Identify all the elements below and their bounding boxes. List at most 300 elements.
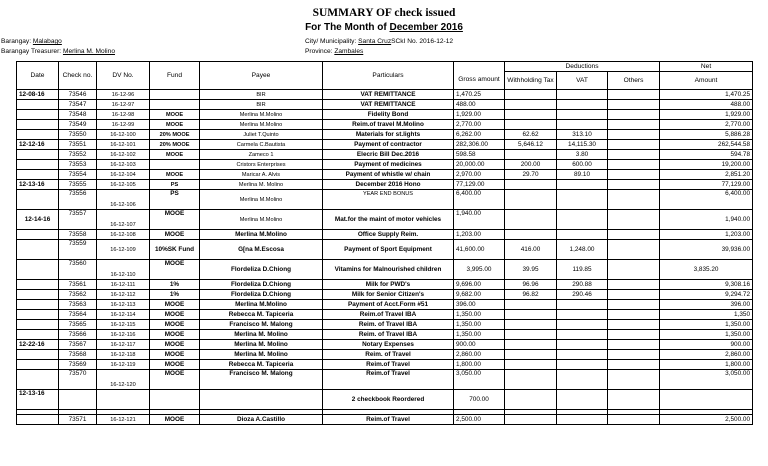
cell-vat [557, 90, 608, 100]
cell-net: 1,800.00 [660, 360, 753, 370]
cell-net [660, 390, 753, 410]
table-row [17, 260, 753, 280]
cell-payee: Merlina M.Molino [200, 230, 323, 240]
month-value: December 2016 [389, 22, 463, 33]
report-title: SUMMARY OF check issued [312, 7, 456, 19]
cell-dv: 16-12-97 [97, 100, 150, 110]
cell-fund: 1% [150, 280, 200, 290]
cell-fund: MOOE [150, 170, 200, 180]
cell-date [17, 190, 59, 210]
cell-fund: 1% [150, 290, 200, 300]
cell-gross: 9,682.00 [454, 290, 505, 300]
table-body-d [17, 370, 753, 425]
cell-gross: 6,400.00 [454, 190, 505, 210]
barangay-label: Barangay: [1, 38, 33, 45]
cell-wt [505, 100, 557, 110]
cell-fund: MOOE [150, 370, 200, 390]
cell-wt [505, 320, 557, 330]
cell-others [608, 360, 660, 370]
cell-particulars: VAT REMITTANCE [323, 100, 454, 110]
cell-particulars: Reim. of Travel IBA [323, 320, 454, 330]
cell-gross: 2,770.00 [454, 120, 505, 130]
cell-date [17, 130, 59, 140]
cell-check: 73562 [59, 290, 97, 300]
cell-payee: Merlina M. Molino [200, 180, 323, 190]
cell-check: 73571 [59, 415, 97, 425]
col-dv-no: DV No. [97, 62, 150, 90]
cell-date [17, 100, 59, 110]
cell-net: 6,400.00 [660, 190, 753, 210]
cell-gross: 488.00 [454, 100, 505, 110]
cell-fund [150, 90, 200, 100]
cell-others [608, 90, 660, 100]
cell-wt [505, 310, 557, 320]
cell-gross: 9,696.00 [454, 280, 505, 290]
cell-net: 9,308.16 [660, 280, 753, 290]
cell-vat: 1,248.00 [557, 240, 608, 260]
table-row [17, 390, 753, 410]
cell-gross: 396.00 [454, 300, 505, 310]
cell-date: 12-13-16 [17, 390, 59, 410]
cell-net: 1,350.00 [660, 330, 753, 340]
cell-dv: 16-12-113 [97, 300, 150, 310]
cell-particulars: Fidelity Bond [323, 110, 454, 120]
cell-date [17, 110, 59, 120]
cell-particulars: Milk for PWD's [323, 280, 454, 290]
cell-check: 73546 [59, 90, 97, 100]
cell-date [17, 320, 59, 330]
cell-particulars: 2 checkbook Reordered [323, 390, 454, 410]
cell-gross: 77,129.00 [454, 180, 505, 190]
cell-wt [505, 390, 557, 410]
cell-gross: 1,350.00 [454, 310, 505, 320]
cell-vat: 3.80 [557, 150, 608, 160]
cell-fund [150, 160, 200, 170]
cell-date [17, 150, 59, 160]
cell-payee: Rebecca M. Tapiceria [200, 360, 323, 370]
cell-vat [557, 350, 608, 360]
check-summary-table [16, 61, 753, 425]
cell-gross: 598.58 [454, 150, 505, 160]
cell-payee: G[na M.Escosa [200, 240, 323, 260]
col-gross: Gross amount [454, 72, 505, 90]
col-vat: VAT [557, 72, 608, 90]
cell-particulars: YEAR END BONUS [323, 190, 454, 210]
cell-wt: 29.70 [505, 170, 557, 180]
cell-check: 73568 [59, 350, 97, 360]
cell-gross: 1,940.00 [454, 210, 505, 230]
cell-payee: Rebecca M. Tapiceria [200, 310, 323, 320]
col-check-no: Check no. [59, 62, 97, 90]
col-gross-top [454, 62, 505, 72]
cell-payee: Francisco M. Malong [200, 370, 323, 390]
treasurer-value: Merlina M. Molino [62, 48, 115, 55]
cell-net: 77,129.00 [660, 180, 753, 190]
cell-wt [505, 190, 557, 210]
cell-gross: 6,262.00 [454, 130, 505, 140]
table-row [17, 300, 753, 310]
cell-vat: 600.00 [557, 160, 608, 170]
cell-particulars: Materials for st.lights [323, 130, 454, 140]
table-row [17, 330, 753, 340]
cell-net: 2,500.00 [660, 415, 753, 425]
cell-gross: 1,350.00 [454, 330, 505, 340]
col-deductions: Deductions [505, 62, 660, 72]
cell-date [17, 415, 59, 425]
cell-wt [505, 330, 557, 340]
cell-particulars: Reim.of Travel [323, 415, 454, 425]
cell-fund: MOOE [150, 300, 200, 310]
col-date: Date [17, 62, 59, 90]
cell-payee: BIR [200, 100, 323, 110]
cell-others [608, 210, 660, 230]
cell-net: 1,203.00 [660, 230, 753, 240]
cell-others [608, 100, 660, 110]
cell-particulars: Payment of Acct.Form #51 [323, 300, 454, 310]
cell-gross: 2,500.00 [454, 415, 505, 425]
table-row [17, 350, 753, 360]
cell-dv: 16-12-105 [97, 180, 150, 190]
col-withholding: Withholding Tax [505, 72, 557, 90]
cell-dv: 16-12-117 [97, 340, 150, 350]
cell-dv: 16-12-101 [97, 140, 150, 150]
cell-date [17, 260, 59, 280]
cell-vat [557, 330, 608, 340]
cell-date: 12-13-16 [17, 180, 59, 190]
scki-number: SCkI No. 2016-12-12 [391, 38, 454, 45]
cell-gross: 1,929.00 [454, 110, 505, 120]
cell-particulars: Payment of Sport Equipment [323, 240, 454, 260]
cell-date [17, 300, 59, 310]
cell-others [608, 170, 660, 180]
col-payee: Payee [200, 62, 323, 90]
table-body-c [17, 280, 753, 370]
cell-fund [150, 100, 200, 110]
cell-check: 73556 [59, 190, 97, 210]
cell-payee: Maricar A. Alvis [200, 170, 323, 180]
cell-vat [557, 210, 608, 230]
cell-dv: 16-12-119 [97, 360, 150, 370]
cell-date [17, 240, 59, 260]
cell-net: 3,050.00 [660, 370, 753, 390]
cell-dv: 16-12-108 [97, 230, 150, 240]
cell-others [608, 120, 660, 130]
cell-check: 73554 [59, 170, 97, 180]
cell-check: 73548 [59, 110, 97, 120]
table-row [17, 130, 753, 140]
cell-payee: Juliet T.Quinto [200, 130, 323, 140]
cell-others [608, 130, 660, 140]
cell-fund: PS [150, 190, 200, 210]
cell-date: 12-14-16 [17, 210, 59, 230]
cell-date [17, 170, 59, 180]
cell-others [608, 320, 660, 330]
cell-payee: Merlina M.Molino [200, 210, 323, 230]
table-row [17, 360, 753, 370]
cell-wt [505, 120, 557, 130]
table-row [17, 415, 753, 425]
cell-check: 73551 [59, 140, 97, 150]
cell-net: 1,350 [660, 310, 753, 320]
cell-vat [557, 360, 608, 370]
cell-net: 262,544.58 [660, 140, 753, 150]
cell-check: 73547 [59, 100, 97, 110]
cell-payee: Flordeliza D.Chiong [200, 280, 323, 290]
cell-particulars: Payment of medicines [323, 160, 454, 170]
cell-dv: 16-12-109 [97, 240, 150, 260]
cell-check: 73549 [59, 120, 97, 130]
cell-payee: Zameco 1 [200, 150, 323, 160]
cell-wt [505, 210, 557, 230]
cell-fund: MOOE [150, 210, 200, 230]
cell-gross: 1,800.00 [454, 360, 505, 370]
cell-vat [557, 190, 608, 210]
cell-payee [200, 390, 323, 410]
cell-vat [557, 110, 608, 120]
cell-wt [505, 300, 557, 310]
cell-date: 12-12-16 [17, 140, 59, 150]
cell-check: 73563 [59, 300, 97, 310]
cell-gross: 3,050.00 [454, 370, 505, 390]
cell-particulars: Vitamins for Malnourished children [323, 260, 454, 280]
cell-payee: BIR [200, 90, 323, 100]
cell-date [17, 280, 59, 290]
cell-particulars: Payment of whistle w/ chain [323, 170, 454, 180]
cell-net: 488.00 [660, 100, 753, 110]
cell-check [59, 390, 97, 410]
cell-payee: Merlina M.Molino [200, 120, 323, 130]
cell-check: 73550 [59, 130, 97, 140]
cell-net: 2,851.20 [660, 170, 753, 180]
cell-check: 73565 [59, 320, 97, 330]
cell-dv: 16-12-104 [97, 170, 150, 180]
cell-others [608, 160, 660, 170]
cell-fund [150, 390, 200, 410]
table-row [17, 230, 753, 240]
cell-vat [557, 100, 608, 110]
cell-others [608, 310, 660, 320]
cell-wt: 62.62 [505, 130, 557, 140]
cell-fund: PS [150, 180, 200, 190]
cell-check: 73569 [59, 360, 97, 370]
cell-check: 73552 [59, 150, 97, 160]
cell-wt [505, 340, 557, 350]
cell-fund: MOOE [150, 360, 200, 370]
cell-dv: 16-12-110 [97, 260, 150, 280]
cell-net: 2,770.00 [660, 120, 753, 130]
cell-vat: 119.85 [557, 260, 608, 280]
cell-payee: Merlina M.Molino [200, 300, 323, 310]
cell-wt [505, 370, 557, 390]
cell-check: 73567 [59, 340, 97, 350]
cell-date [17, 330, 59, 340]
cell-others [608, 350, 660, 360]
province-label: Province: [305, 48, 335, 55]
cell-check: 73555 [59, 180, 97, 190]
table-body-b [17, 190, 753, 280]
table-row [17, 110, 753, 120]
cell-vat: 290.46 [557, 290, 608, 300]
cell-fund: MOOE [150, 340, 200, 350]
cell-wt [505, 180, 557, 190]
cell-particulars: Notary Expenses [323, 340, 454, 350]
table-body-a [17, 90, 753, 190]
cell-check: 73570 [59, 370, 97, 390]
cell-wt [505, 90, 557, 100]
table-row [17, 160, 753, 170]
cell-net: 396.00 [660, 300, 753, 310]
table-row [17, 140, 753, 150]
cell-others [608, 230, 660, 240]
cell-net: 1,470.25 [660, 90, 753, 100]
cell-net: 5,886.28 [660, 130, 753, 140]
cell-others [608, 300, 660, 310]
cell-particulars: Office Supply Reim. [323, 230, 454, 240]
cell-check: 73553 [59, 160, 97, 170]
cell-date [17, 290, 59, 300]
cell-gross: 1,470.25 [454, 90, 505, 100]
col-amount: Amount [660, 72, 753, 90]
cell-gross: 900.00 [454, 340, 505, 350]
cell-vat [557, 120, 608, 130]
cell-net: 9,294.72 [660, 290, 753, 300]
cell-others [608, 110, 660, 120]
cell-particulars: December 2016 Hono [323, 180, 454, 190]
cell-fund: MOOE [150, 260, 200, 280]
province-value: Zambales [334, 48, 364, 55]
cell-vat [557, 390, 608, 410]
municipality-value: Santa Cruz [358, 38, 392, 45]
cell-vat [557, 320, 608, 330]
table-row [17, 150, 753, 160]
cell-vat [557, 415, 608, 425]
cell-particulars: Reim.of Travel [323, 370, 454, 390]
cell-wt [505, 230, 557, 240]
cell-dv: 16-12-121 [97, 415, 150, 425]
cell-payee: Cristors Enterprises [200, 160, 323, 170]
cell-vat [557, 230, 608, 240]
cell-gross: 1,350.00 [454, 320, 505, 330]
table-row [17, 180, 753, 190]
cell-particulars: Reim. of Travel [323, 350, 454, 360]
cell-check: 73566 [59, 330, 97, 340]
cell-particulars: Reim. of Travel IBA [323, 330, 454, 340]
municipality-label: City/ Municipality: [305, 38, 359, 45]
table-row [17, 190, 753, 210]
cell-payee: Merlina M. Molino [200, 350, 323, 360]
cell-gross: 20,000.00 [454, 160, 505, 170]
cell-date [17, 370, 59, 390]
cell-gross: 2,970.00 [454, 170, 505, 180]
cell-fund: MOOE [150, 110, 200, 120]
cell-dv: 16-12-116 [97, 330, 150, 340]
cell-gross: 1,203.00 [454, 230, 505, 240]
cell-particulars: Reim.of travel M.Molino [323, 120, 454, 130]
cell-gross: 41,600.00 [454, 240, 505, 260]
cell-others [608, 180, 660, 190]
cell-check: 73558 [59, 230, 97, 240]
province-line [305, 48, 363, 55]
cell-fund: 20% MOOE [150, 130, 200, 140]
table-row [17, 120, 753, 130]
cell-others [608, 330, 660, 340]
treasurer-label: Barangay Treasurer: [1, 48, 63, 55]
cell-others [608, 240, 660, 260]
cell-dv: 16-12-102 [97, 150, 150, 160]
cell-payee: Carmela C.Bautista [200, 140, 323, 150]
cell-wt: 96.96 [505, 280, 557, 290]
cell-vat [557, 310, 608, 320]
cell-wt [505, 110, 557, 120]
report-month [0, 22, 768, 33]
cell-dv [97, 390, 150, 410]
cell-gross: 3,995.00 [454, 260, 505, 280]
cell-payee: Flordeliza D.Chiong [200, 290, 323, 300]
cell-payee: Merlina M. Molino [200, 340, 323, 350]
barangay-value: Malabago [32, 38, 62, 45]
cell-payee: Merlina M.Molino [200, 190, 323, 210]
cell-dv: 16-12-114 [97, 310, 150, 320]
cell-fund: MOOE [150, 320, 200, 330]
cell-dv: 16-12-115 [97, 320, 150, 330]
cell-dv: 16-12-106 [97, 190, 150, 210]
cell-vat: 89.10 [557, 170, 608, 180]
cell-dv: 16-12-112 [97, 290, 150, 300]
cell-gross: 700.00 [454, 390, 505, 410]
cell-others [608, 370, 660, 390]
cell-gross: 2,860.00 [454, 350, 505, 360]
cell-dv: 16-12-96 [97, 90, 150, 100]
col-fund: Fund [150, 62, 200, 90]
cell-net: 1,350.00 [660, 320, 753, 330]
table-row [17, 170, 753, 180]
col-net: Net [660, 62, 753, 72]
cell-net: 19,200.00 [660, 160, 753, 170]
cell-particulars: Reim.of Travel IBA [323, 310, 454, 320]
treasurer-line [1, 48, 115, 55]
cell-others [608, 190, 660, 210]
cell-fund: MOOE [150, 150, 200, 160]
cell-vat: 290.88 [557, 280, 608, 290]
table-row [17, 240, 753, 260]
cell-date [17, 360, 59, 370]
cell-gross: 282,306.00 [454, 140, 505, 150]
table-row [17, 100, 753, 110]
cell-fund: MOOE [150, 415, 200, 425]
cell-payee: Merlina M. Molino [200, 330, 323, 340]
cell-vat [557, 300, 608, 310]
cell-fund: 10%SK Fund [150, 240, 200, 260]
cell-vat: 14,115.30 [557, 140, 608, 150]
cell-check: 73559 [59, 240, 97, 260]
cell-check: 73557 [59, 210, 97, 230]
cell-wt: 416.00 [505, 240, 557, 260]
cell-particulars: Elecric Bill Dec.2016 [323, 150, 454, 160]
cell-dv: 16-12-100 [97, 130, 150, 140]
cell-dv: 16-12-99 [97, 120, 150, 130]
cell-date [17, 230, 59, 240]
cell-net: 900.00 [660, 340, 753, 350]
table-row [17, 320, 753, 330]
cell-particulars: Reim.of Travel [323, 360, 454, 370]
cell-dv: 16-12-98 [97, 110, 150, 120]
cell-wt [505, 360, 557, 370]
cell-date [17, 350, 59, 360]
table-row [17, 280, 753, 290]
cell-others [608, 290, 660, 300]
cell-fund: MOOE [150, 120, 200, 130]
cell-payee: Merlina M.Molino [200, 110, 323, 120]
